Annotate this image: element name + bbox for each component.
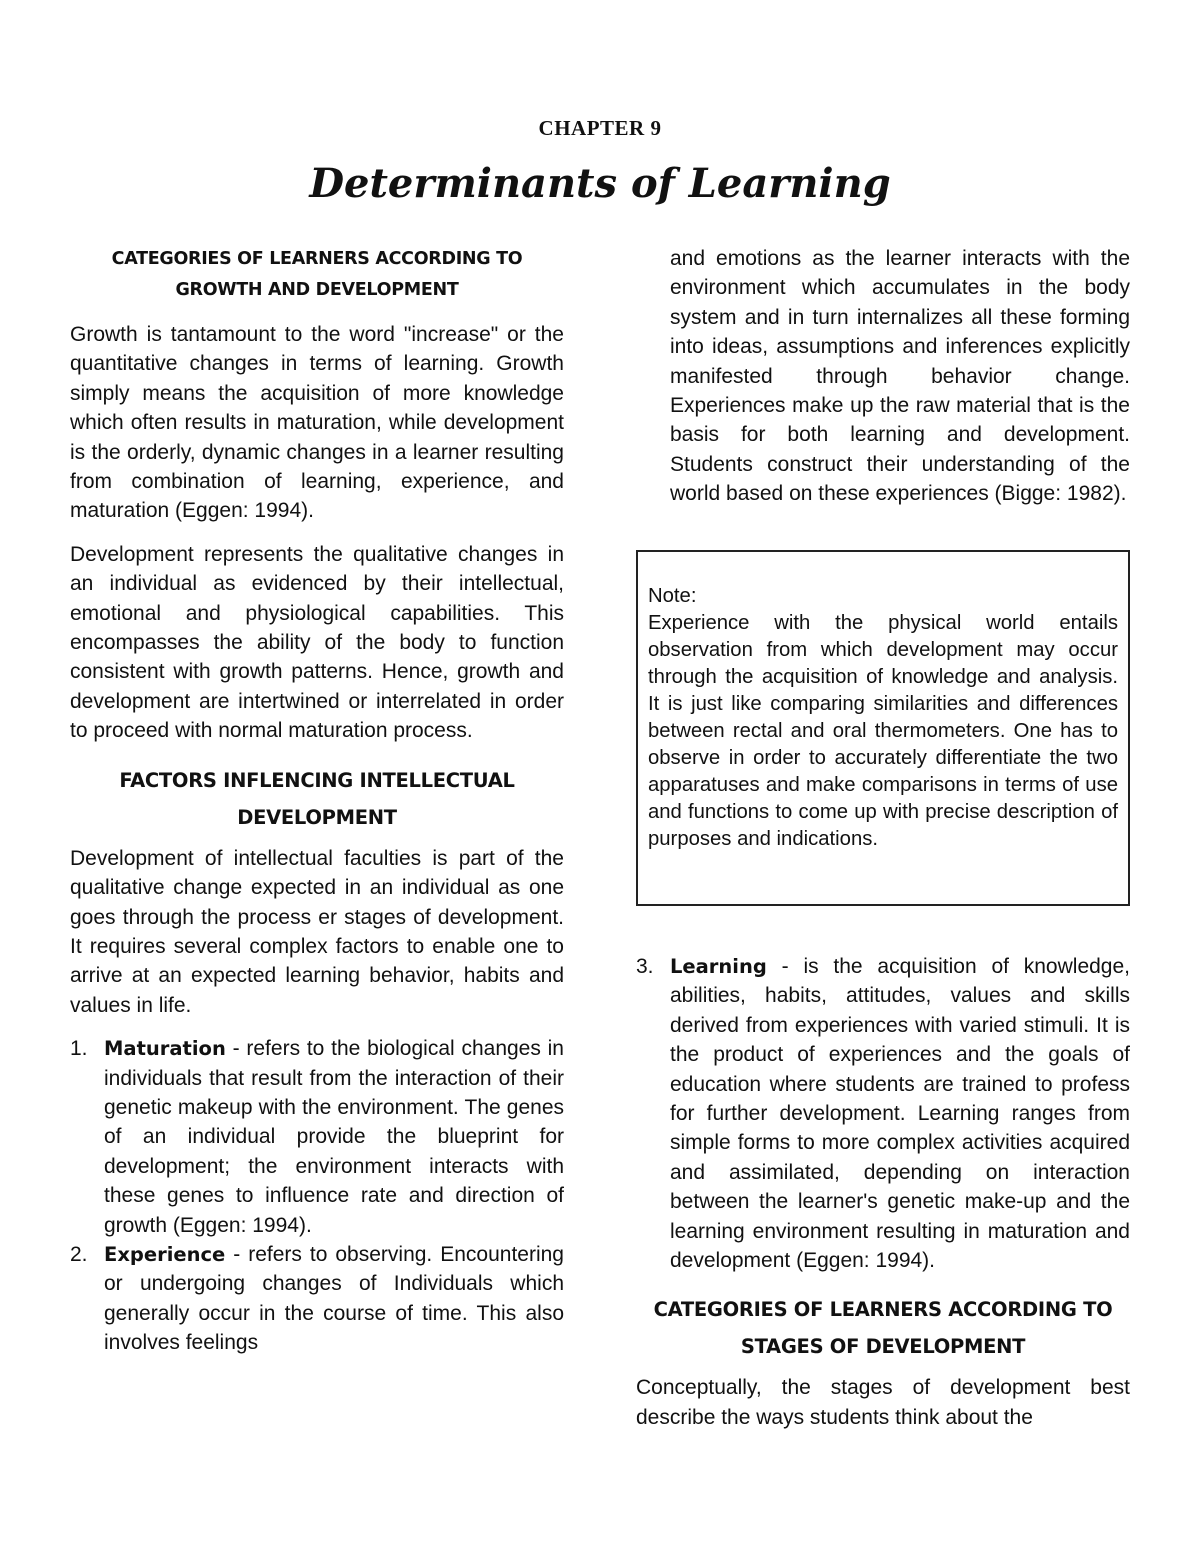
list-item-body xyxy=(104,1034,564,1240)
heading-growth-development xyxy=(70,244,564,306)
list-item-experience xyxy=(70,1240,564,1358)
factors-list-continued xyxy=(636,952,1130,1275)
list-item-maturation xyxy=(70,1034,564,1240)
note-text: Experience with the physical world entails observation from which development may occur through the acquisition of knowledge and analysis. It is just like comparing similarities and differences between rectal and oral thermometers. One has to observe in order to accurately differentiate the two apparatuses and make comparisons in terms of use and functions to come up with precise description of purposes and indications. xyxy=(648,612,1118,850)
factors-list xyxy=(70,1034,564,1357)
list-number: 1. xyxy=(70,1037,88,1061)
list-number: 2. xyxy=(70,1242,88,1266)
definition-text: - is the acquisition of knowledge, abilities, habits, attitudes, values and skills derived from experiences with varied stimuli. It is the product of experiences and the goals of education where students are trained to profess for further development. Learning ranges from simple forms to more complex activities acquired and assimilated, depending on interaction between the learner's genetic make-up and the learning environment resulting in maturation and development (Eggen: 1994). xyxy=(670,955,1130,1273)
term-experience: Experience xyxy=(104,1242,226,1266)
definition-text: - refers to observing. Encountering or undergoing changes of Individuals which generally occur in the course of time. This also involves feelings xyxy=(104,1242,564,1355)
heading-factors xyxy=(70,762,564,836)
note-label: Note: xyxy=(648,585,697,607)
heading-line: GROWTH AND DEVELOPMENT xyxy=(175,280,459,300)
paragraph-experience-continued: and emotions as the learner interacts with the environment which accumulates in the body system and in turn internalizes all these forming into ideas, assumptions and inferences explicitly manifested through behavior change. Experiences make up the raw material that is the basis for both learning and development. Students construct their understanding of the world based on these experiences (Bigge: 1982). xyxy=(670,247,1130,506)
definition-text: - refers to the biological changes in individuals that result from the interaction of their genetic makeup with the environment. The genes of an individual provide the blueprint for development; the environment interacts with these genes to influence rate and direction of growth (Eggen: 1994). xyxy=(104,1037,564,1237)
heading-stages-development xyxy=(636,1291,1130,1365)
paragraph-intellectual: Development of intellectual faculties is part of the qualitative change expected in an individual as one goes through the process er stages of development. It requires several complex factors to enable one to arrive at an expected learning behavior, habits and values in life. xyxy=(70,846,564,1017)
heading-line: CATEGORIES OF LEARNERS ACCORDING TO xyxy=(111,249,523,269)
heading-line: FACTORS INFLENCING INTELLECTUAL xyxy=(119,768,515,792)
list-item-body xyxy=(670,952,1130,1275)
heading-line: DEVELOPMENT xyxy=(237,805,397,829)
left-column xyxy=(70,244,564,1358)
note-box xyxy=(636,550,1130,906)
chapter-label: CHAPTER 9 xyxy=(538,116,662,140)
heading-line: CATEGORIES OF LEARNERS ACCORDING TO xyxy=(653,1298,1113,1322)
paragraph-development: Development represents the qualitative changes in an individual as evidenced by their intellectual, emotional and physiological capabilities. This encompasses the ability of the body to function consistent with growth patterns. Hence, growth and development are intertwined or interrelated in order to proceed with normal maturation process. xyxy=(70,542,564,743)
list-number: 3. xyxy=(636,955,654,978)
list-item-body xyxy=(104,1240,564,1358)
paragraph-stages: Conceptually, the stages of development best describe the ways students think about the xyxy=(636,1376,1130,1429)
term-learning: Learning xyxy=(670,955,767,978)
right-column-lower xyxy=(636,952,1130,1432)
heading-line: STAGES OF DEVELOPMENT xyxy=(740,1335,1026,1359)
right-column xyxy=(636,244,1130,509)
page-title: Determinants of Learning xyxy=(309,160,891,207)
list-item-learning xyxy=(636,952,1130,1275)
paragraph-growth: Growth is tantamount to the word "increase" or the quantitative changes in terms of learning. Growth simply means the acquisition of more knowledge which often results in maturation, while development is the orderly, dynamic changes in a learner resulting from combination of learning, experience, and maturation (Eggen: 1994). xyxy=(70,323,564,523)
term-maturation: Maturation xyxy=(104,1037,226,1061)
